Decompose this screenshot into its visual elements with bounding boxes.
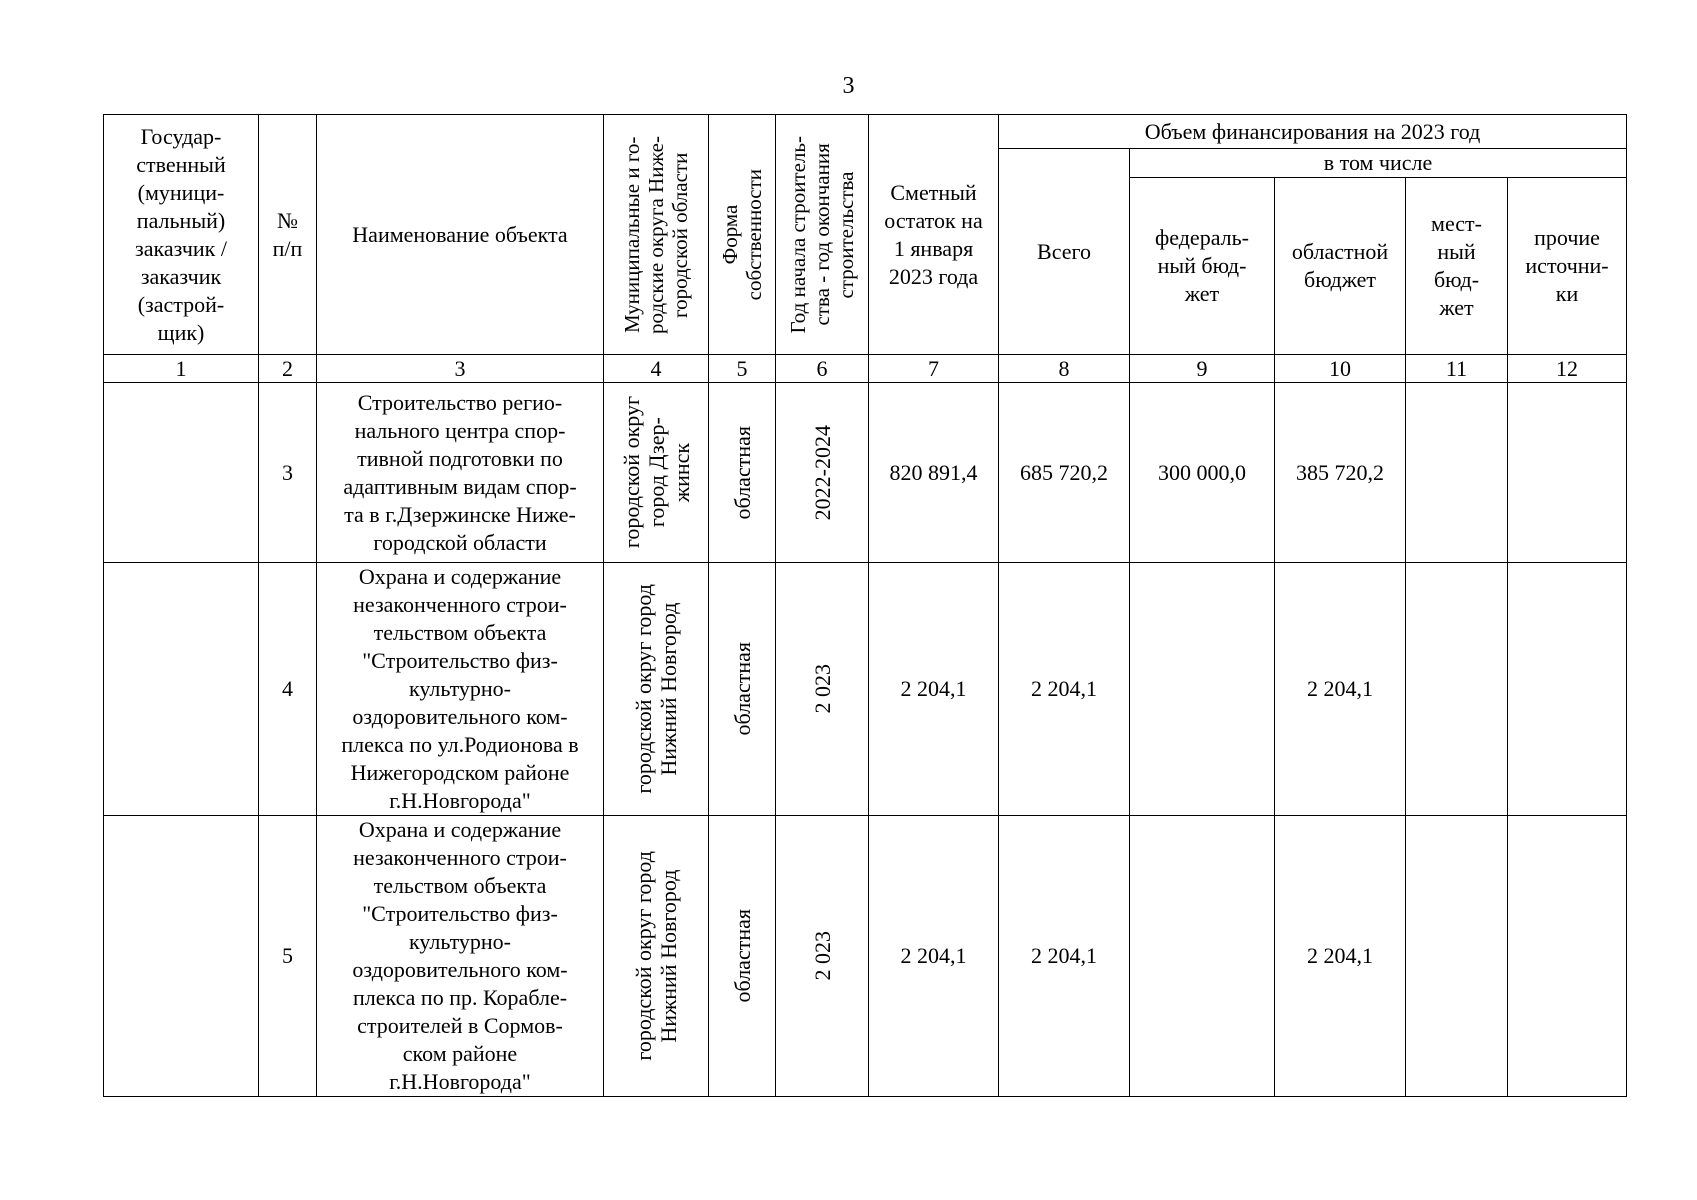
- column-number: 9: [1130, 355, 1275, 383]
- cell-object-name: [317, 816, 604, 1097]
- ownership-text: областная: [729, 642, 755, 736]
- column-number: 5: [709, 355, 776, 383]
- cell-customer: [104, 563, 259, 816]
- cell-ownership: [709, 383, 776, 563]
- header-regional: [1275, 178, 1406, 355]
- column-number: 3: [317, 355, 604, 383]
- financing-table: [103, 114, 1627, 1097]
- header-estimate: [869, 115, 999, 355]
- header-ownership: [709, 115, 776, 355]
- cell-years: [776, 816, 869, 1097]
- cell-years: [776, 383, 869, 563]
- header-local-label: мест- ный бюд- жет: [1431, 211, 1482, 320]
- cell-customer: [104, 383, 259, 563]
- header-estimate-label: Сметный остаток на 1 января 2023 года: [884, 179, 983, 289]
- cell-regional: 2 204,1: [1275, 816, 1406, 1097]
- municipality-text: городской округ город Нижний Новгород: [631, 851, 681, 1061]
- header-including-label: в том числе: [1323, 150, 1433, 175]
- years-text: 2022-2024: [809, 424, 835, 521]
- column-number: 2: [259, 355, 317, 383]
- cell-other: [1508, 816, 1627, 1097]
- object-name-text: Строительство регио- нального центра спор- тивной подготовки по адаптивным видам спор- та в г.Дзержинске Ниже- городской области: [343, 389, 577, 555]
- cell-ownership: [709, 816, 776, 1097]
- header-federal: [1130, 178, 1275, 355]
- cell-local: [1406, 383, 1508, 563]
- ownership-text: областная: [729, 909, 755, 1003]
- header-num-label: № п/п: [272, 207, 303, 261]
- cell-total: 2 204,1: [999, 816, 1130, 1097]
- cell-ownership: [709, 563, 776, 816]
- cell-other: [1508, 383, 1627, 563]
- header-federal-label: федераль- ный бюд- жет: [1155, 225, 1249, 306]
- table-row: [104, 816, 1627, 1097]
- header-customer: [104, 115, 259, 355]
- cell-regional: 2 204,1: [1275, 563, 1406, 816]
- cell-municipality: [604, 383, 709, 563]
- object-name-text: Охрана и содержание незаконченного строи- тельством объекта "Строительство физ- культурно- оздоровительного ком- плекса по ул.Родионова в Нижегородском районе г.Н.Новгорода": [341, 564, 579, 813]
- column-number: 1: [104, 355, 259, 383]
- cell-estimate: 2 204,1: [869, 563, 999, 816]
- years-text: 2 023: [809, 664, 835, 714]
- cell-num: 3: [259, 383, 317, 563]
- page-number: 3: [842, 73, 855, 99]
- header-num: [259, 115, 317, 355]
- cell-years: [776, 563, 869, 816]
- ownership-text: областная: [729, 425, 755, 520]
- column-numbers-row: [104, 355, 1627, 383]
- cell-total: 685 720,2: [999, 383, 1130, 563]
- header-years-label: Год начала строитель- ства - год окончания строительства: [786, 135, 858, 334]
- header-other-label: прочие источни- ки: [1525, 225, 1609, 306]
- column-number: 8: [999, 355, 1130, 383]
- column-number: 10: [1275, 355, 1406, 383]
- column-number: 12: [1508, 355, 1627, 383]
- cell-estimate: 2 204,1: [869, 816, 999, 1097]
- cell-local: [1406, 816, 1508, 1097]
- header-financing: [999, 115, 1627, 149]
- column-number: 7: [869, 355, 999, 383]
- cell-estimate: 820 891,4: [869, 383, 999, 563]
- cell-customer: [104, 816, 259, 1097]
- header-including: [1130, 149, 1627, 178]
- header-object-name-label: Наименование объекта: [352, 221, 568, 247]
- cell-local: [1406, 563, 1508, 816]
- header-years: [776, 115, 869, 355]
- cell-num: 4: [259, 563, 317, 816]
- header-row-1: [104, 115, 1627, 149]
- column-number: 11: [1406, 355, 1508, 383]
- header-total: [999, 149, 1130, 355]
- years-text: 2 023: [809, 931, 835, 981]
- municipality-text: городской округ город Нижний Новгород: [631, 584, 681, 794]
- cell-total: 2 204,1: [999, 563, 1130, 816]
- cell-federal: [1130, 816, 1275, 1097]
- cell-federal: [1130, 563, 1275, 816]
- header-total-label: Всего: [1037, 238, 1091, 264]
- cell-federal: 300 000,0: [1130, 383, 1275, 563]
- cell-municipality: [604, 816, 709, 1097]
- header-other: [1508, 178, 1627, 355]
- cell-num: 5: [259, 816, 317, 1097]
- header-regional-label: областной бюджет: [1291, 239, 1389, 292]
- header-object-name: [317, 115, 604, 355]
- cell-object-name: [317, 383, 604, 563]
- header-ownership-label: Форма собственности: [718, 168, 766, 301]
- header-customer-label: Государ- ственный (муници- пальный) заказчик / заказчик (застрой- щик): [135, 123, 227, 345]
- header-municipality-label: Муниципальные и го- родские округа Ниже- городской области: [620, 135, 692, 334]
- table-row: [104, 563, 1627, 816]
- cell-regional: 385 720,2: [1275, 383, 1406, 563]
- object-name-text: Охрана и содержание незаконченного строи- тельством объекта "Строительство физ- культурно- оздоровительного ком- плекса по пр. Корабле- строителей в Сормов- ском районе г.Н.Новгорода": [352, 817, 568, 1094]
- column-number: 4: [604, 355, 709, 383]
- municipality-text: городской округ город Дзер- жинск: [618, 396, 694, 549]
- header-financing-label: Объем финансирования на 2023 год: [1144, 118, 1481, 144]
- cell-municipality: [604, 563, 709, 816]
- header-local: [1406, 178, 1508, 355]
- column-number: 6: [776, 355, 869, 383]
- table-row: [104, 383, 1627, 563]
- cell-object-name: [317, 563, 604, 816]
- header-municipality: [604, 115, 709, 355]
- cell-other: [1508, 563, 1627, 816]
